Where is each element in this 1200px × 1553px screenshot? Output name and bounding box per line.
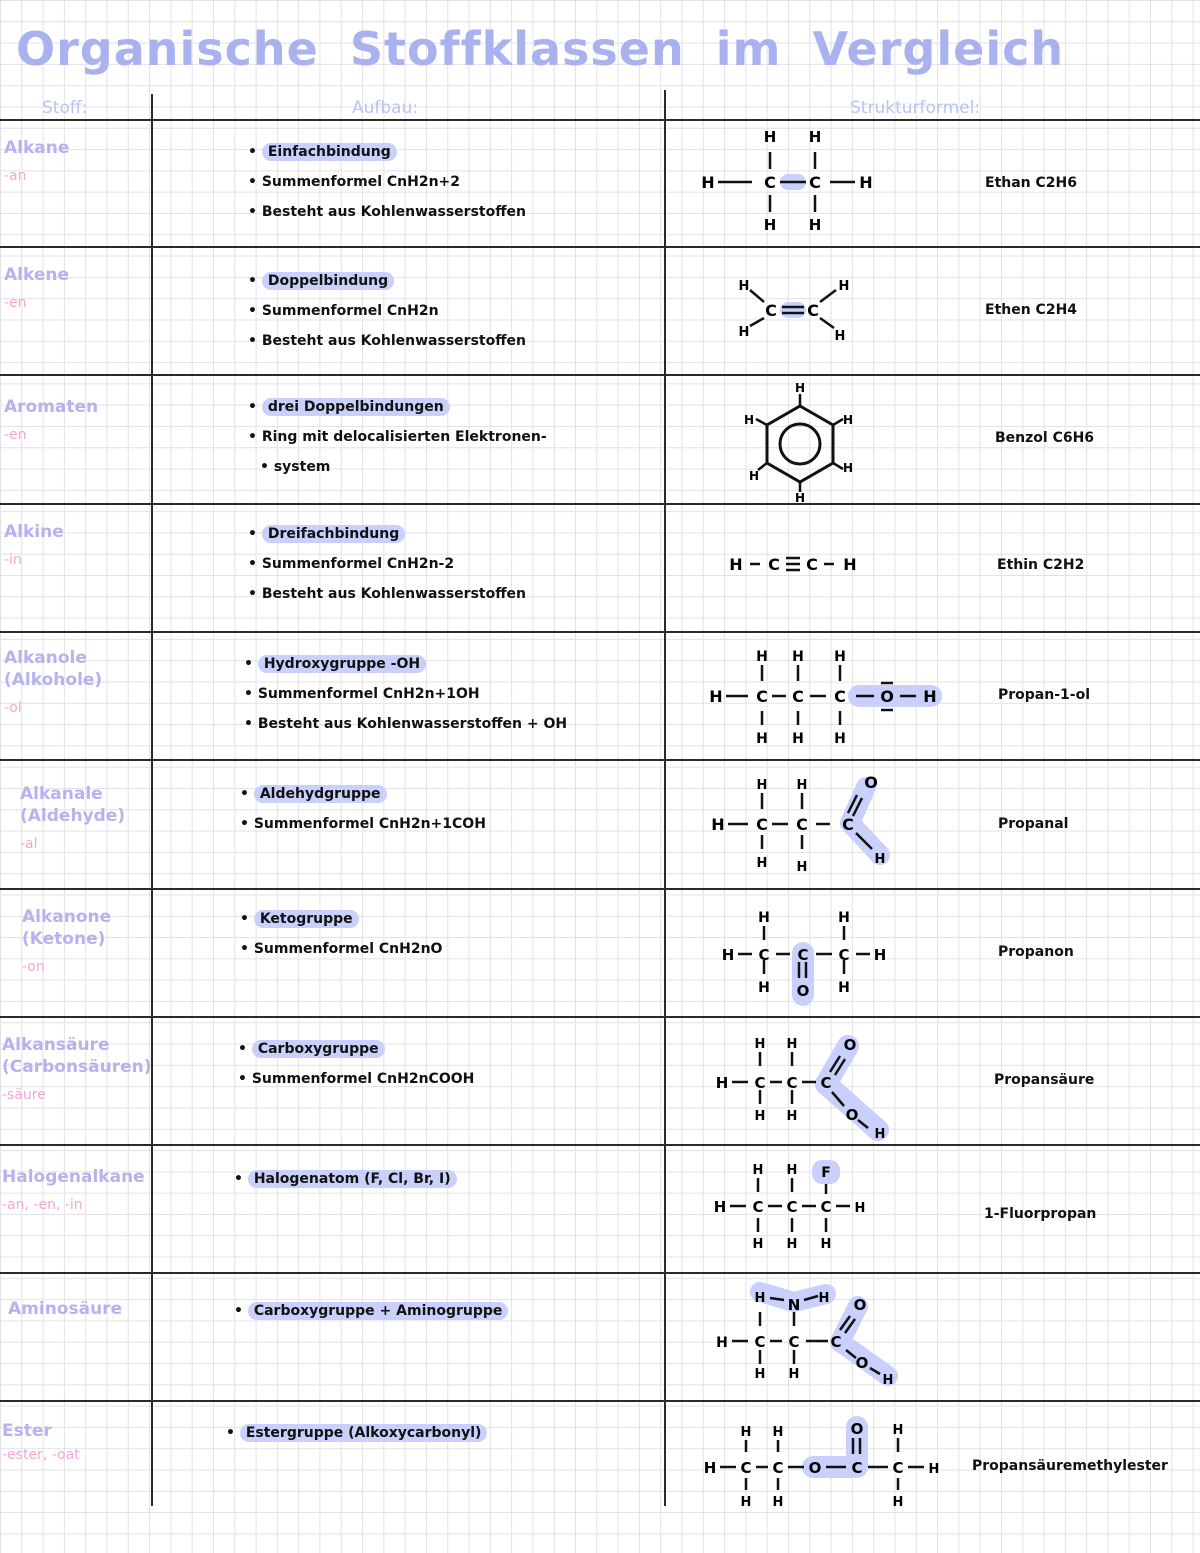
stoff-suffix: -ol <box>4 700 22 716</box>
atom-oxygen: O <box>853 1296 867 1314</box>
atom: H <box>743 413 755 427</box>
atom: H <box>794 381 806 395</box>
atom: C <box>752 1198 764 1216</box>
compound-name: 1-Fluorpropan <box>984 1206 1097 1222</box>
atom-oxygen: O <box>843 1036 857 1054</box>
table-row-alkansaeure <box>0 1016 1200 1144</box>
atom-oxygen: O <box>864 773 878 792</box>
table-row-alkanole <box>0 631 1200 759</box>
atom: H <box>792 649 804 665</box>
atom: H <box>740 1425 752 1440</box>
atom: C <box>758 946 770 964</box>
atom: H <box>892 1423 904 1438</box>
compound-name: Propan-1-ol <box>998 687 1090 703</box>
table-row-aminosaeure <box>0 1272 1200 1400</box>
atom: C <box>806 555 818 574</box>
atom: H <box>874 1127 886 1142</box>
aufbau-item: • Besteht aus Kohlenwasserstoffen <box>248 579 658 609</box>
atom: H <box>838 279 850 294</box>
aufbau-item: • Besteht aus Kohlenwasserstoffen <box>248 197 658 227</box>
stoff-name: Aromaten <box>4 397 99 417</box>
atom: H <box>756 856 768 871</box>
atom: H <box>754 1291 766 1306</box>
aufbau-item: • Carboxygruppe <box>238 1034 648 1064</box>
atom: C <box>892 1459 904 1477</box>
atom: H <box>786 1037 798 1052</box>
atom: H <box>756 649 768 665</box>
compound-name: Propanon <box>998 944 1074 960</box>
stoff-suffix: -an <box>4 168 27 184</box>
aufbau-item: • Dreifachbindung <box>248 519 658 549</box>
aufbau-item: • drei Doppelbindungen <box>248 392 658 422</box>
atom: C <box>807 301 819 320</box>
atom: H <box>854 1201 866 1216</box>
atom: H <box>808 216 822 234</box>
atom: H <box>748 469 760 483</box>
atom: C <box>797 946 809 964</box>
atom: H <box>729 555 743 574</box>
atom: C <box>820 1074 832 1092</box>
atom: C <box>842 815 854 834</box>
atom: H <box>818 1291 830 1306</box>
compound-name: Ethan C2H6 <box>985 175 1077 191</box>
atom: H <box>709 687 723 706</box>
structure-ethan <box>690 127 970 242</box>
atom-oxygen: O <box>850 1420 864 1438</box>
aufbau-item: • Estergruppe (Alkoxycarbonyl) <box>226 1418 636 1448</box>
aufbau-item: • Doppelbindung <box>248 266 658 296</box>
atom: H <box>772 1495 784 1510</box>
column-header-stoff: Stoff: <box>42 98 88 118</box>
aufbau-item: • Summenformel CnH2n <box>248 296 658 326</box>
atom: H <box>838 910 850 926</box>
atom: C <box>796 815 808 834</box>
aufbau-item: • Summenformel CnH2n-2 <box>248 549 658 579</box>
atom: H <box>703 1459 717 1477</box>
compound-name: Propanal <box>998 816 1069 832</box>
atom-fluor: F <box>821 1165 831 1181</box>
atom: C <box>830 1333 842 1351</box>
atom: C <box>772 1459 784 1477</box>
atom: H <box>756 778 768 793</box>
stoff-suffix: -säure <box>2 1087 46 1103</box>
atom: H <box>820 1237 832 1252</box>
atom: H <box>788 1367 800 1382</box>
structure-aminosaeure <box>690 1280 970 1396</box>
atom: H <box>752 1163 764 1178</box>
table-row-alkine <box>0 503 1200 631</box>
atom: H <box>754 1037 766 1052</box>
stoff-suffix: -in <box>4 552 22 568</box>
atom: H <box>754 1109 766 1124</box>
compound-name: Propansäure <box>994 1072 1095 1088</box>
aufbau-item: • Summenformel CnH2n+1COH <box>240 809 650 839</box>
atom: H <box>786 1163 798 1178</box>
atom: H <box>716 1335 728 1351</box>
structure-ester <box>690 1412 970 1522</box>
stoff-name: Alkansäure (Carbonsäuren) <box>2 1035 152 1077</box>
atom: H <box>923 687 937 706</box>
aufbau-item: • Summenformel CnH2nO <box>240 934 650 964</box>
atom: H <box>761 763 763 764</box>
atom: C <box>754 1333 766 1351</box>
atom: H <box>843 555 857 574</box>
atom-oxygen: O <box>796 982 810 1000</box>
structure-ethen <box>690 266 970 366</box>
stoff-name: Alkane <box>4 138 70 158</box>
aufbau-item: • Ring mit delocalisierten Elektronen- <box>248 422 658 452</box>
atom: H <box>738 325 750 340</box>
structure-ethin <box>690 543 970 583</box>
stoff-suffix: -on <box>22 959 45 975</box>
aufbau-item: • Carboxygruppe + Aminogruppe <box>234 1296 644 1326</box>
stoff-suffix: -ester, -oat <box>2 1447 80 1463</box>
column-header-strukturformel: Strukturformel: <box>850 98 981 118</box>
atom: H <box>738 279 750 294</box>
aufbau-item: • Halogenatom (F, Cl, Br, I) <box>234 1164 644 1194</box>
atom: C <box>786 1074 798 1092</box>
stoff-suffix: -an, -en, -in <box>2 1197 83 1213</box>
atom-oxygen: O <box>880 687 894 706</box>
atom: H <box>873 946 887 964</box>
structure-benzol <box>690 378 970 502</box>
atom: H <box>834 329 846 344</box>
table-row-ester <box>0 1400 1200 1553</box>
atom: H <box>763 128 777 146</box>
stoff-suffix: -en <box>4 295 27 311</box>
atom: H <box>882 1373 894 1388</box>
atom: H <box>792 731 804 747</box>
atom: C <box>792 687 804 706</box>
atom: H <box>842 461 854 475</box>
stoff-name: Ester <box>2 1421 52 1441</box>
atom: H <box>772 1425 784 1440</box>
table-row-alkene <box>0 246 1200 374</box>
table-row-alkane <box>0 119 1200 246</box>
atom: C <box>754 1074 766 1092</box>
atom: H <box>711 815 725 834</box>
table-row-alkanone <box>0 888 1200 1016</box>
atom: C <box>786 1198 798 1216</box>
stoff-name: Aminosäure <box>8 1299 123 1319</box>
atom-oxygen: O <box>808 1459 822 1477</box>
stoff-name: Alkanone (Ketone) <box>22 907 112 949</box>
atom: H <box>842 413 854 427</box>
atom: H <box>740 1495 752 1510</box>
aufbau-item: • Einfachbindung <box>248 137 658 167</box>
atom: H <box>796 778 808 793</box>
atom: H <box>721 946 735 964</box>
atom: H <box>758 910 770 926</box>
atom: H <box>763 216 777 234</box>
atom: C <box>838 946 850 964</box>
aufbau-item: • Ketogruppe <box>240 904 650 934</box>
atom-nitrogen: N <box>787 1296 801 1314</box>
atom: C <box>740 1459 752 1477</box>
atom: H <box>874 852 886 867</box>
aufbau-item: • Summenformel CnH2n+2 <box>248 167 658 197</box>
atom: H <box>786 1237 798 1252</box>
atom: C <box>851 1459 863 1477</box>
structure-fluorpropan <box>690 1158 970 1268</box>
atom: H <box>834 731 846 747</box>
atom: H <box>892 1495 904 1510</box>
structure-propanal <box>690 763 970 883</box>
atom: C <box>788 1333 800 1351</box>
stoff-name: Alkene <box>4 265 69 285</box>
structure-propanon <box>690 906 970 1014</box>
stoff-name: Alkanale (Aldehyde) <box>20 784 126 826</box>
atom: H <box>838 980 850 996</box>
aufbau-item: • Summenformel CnH2nCOOH <box>238 1064 648 1094</box>
atom: H <box>756 731 768 747</box>
table-row-halogenalkane <box>0 1144 1200 1272</box>
page-title: Organische Stoffklassen im Vergleich <box>16 22 1065 76</box>
atom: H <box>859 173 873 192</box>
atom: C <box>756 815 768 834</box>
atom: C <box>834 687 846 706</box>
atom: H <box>786 1109 798 1124</box>
atom: H <box>758 980 770 996</box>
atom: H <box>715 1074 729 1092</box>
aufbau-item: • Summenformel CnH2n+1OH <box>244 679 654 709</box>
aufbau-item-cont: • system <box>248 452 658 482</box>
atom: C <box>756 687 768 706</box>
table-row-aromaten <box>0 374 1200 503</box>
compound-name: Benzol C6H6 <box>995 430 1095 446</box>
atom: C <box>809 173 821 192</box>
aufbau-item: • Besteht aus Kohlenwasserstoffen <box>248 326 658 356</box>
atom: H <box>701 173 715 192</box>
aufbau-item: • Besteht aus Kohlenwasserstoffen + OH <box>244 709 654 739</box>
atom-oxygen: O <box>845 1106 859 1124</box>
compound-name: Ethen C2H4 <box>985 302 1078 318</box>
column-header-aufbau: Aufbau: <box>352 98 419 118</box>
atom: C <box>820 1198 832 1216</box>
atom-oxygen: O <box>855 1354 869 1372</box>
atom: C <box>765 301 777 320</box>
structure-propanol <box>690 645 970 755</box>
atom: H <box>754 1367 766 1382</box>
atom: H <box>713 1198 727 1216</box>
compound-name: Propansäuremethylester <box>972 1458 1168 1474</box>
compound-name: Ethin C2H2 <box>997 557 1085 573</box>
atom: H <box>928 1462 940 1477</box>
atom: H <box>796 860 808 875</box>
atom: H <box>752 1237 764 1252</box>
atom: H <box>834 649 846 665</box>
table-row-alkanale <box>0 759 1200 888</box>
atom: H <box>794 491 806 502</box>
stoff-name: Alkanole (Alkohole) <box>4 648 103 690</box>
atom: H <box>808 128 822 146</box>
structure-propansaeure <box>690 1024 970 1144</box>
aufbau-item: • Aldehydgruppe <box>240 779 650 809</box>
stoff-suffix: -en <box>4 427 27 443</box>
atom: C <box>764 173 776 192</box>
stoff-name: Alkine <box>4 522 64 542</box>
atom: C <box>768 555 780 574</box>
aufbau-item: • Hydroxygruppe -OH <box>244 649 654 679</box>
stoff-suffix: -al <box>20 836 38 852</box>
stoff-name: Halogenalkane <box>2 1167 145 1187</box>
